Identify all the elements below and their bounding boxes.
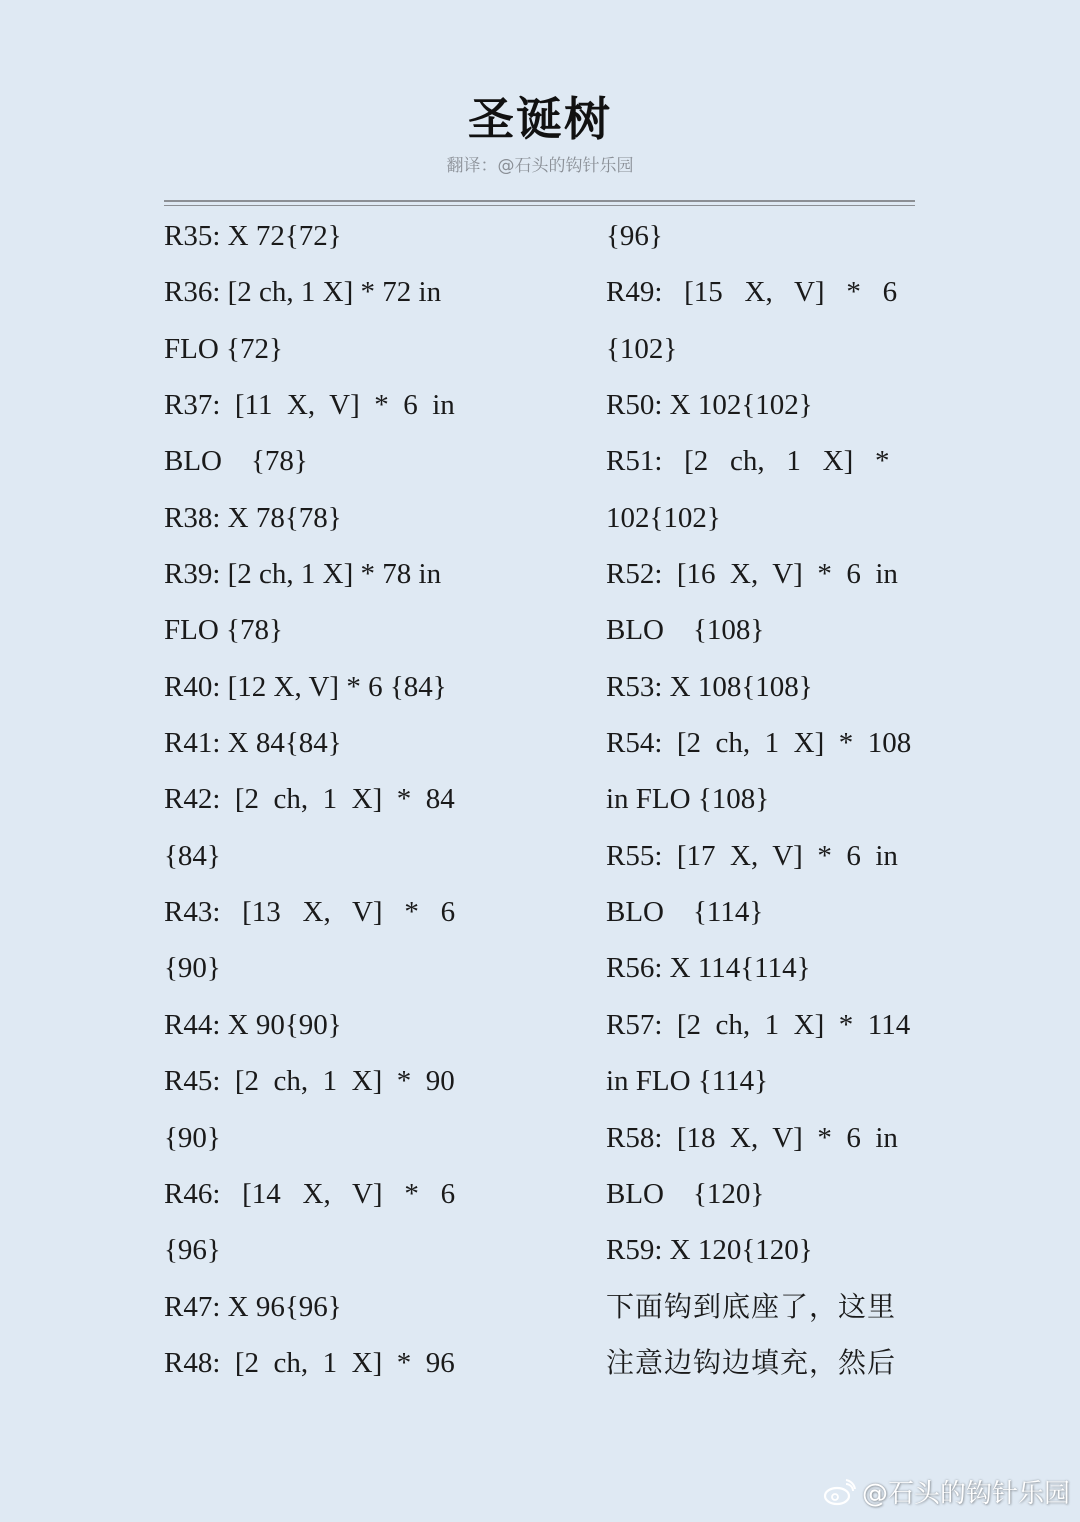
- header-divider-thick: [164, 200, 915, 202]
- left-column-line: R43: [13 X, V] * 6: [164, 896, 456, 929]
- left-column-line: FLO {78}: [164, 614, 283, 647]
- right-column-line: R59: X 120{120}: [606, 1234, 813, 1267]
- left-column-line: R36: [2 ch, 1 X] * 72 in: [164, 276, 442, 309]
- watermark: [822, 1473, 1070, 1510]
- left-column-line: R47: X 96{96}: [164, 1290, 342, 1323]
- right-column-line: 102{102}: [606, 501, 721, 534]
- right-column-line: 注意边钩边填充，然后: [606, 1345, 897, 1379]
- left-column-line: R38: X 78{78}: [164, 501, 342, 534]
- right-column-line: R54: [2 ch, 1 X] * 108: [606, 727, 912, 760]
- right-column-line: R58: [18 X, V] * 6 in: [606, 1121, 898, 1154]
- right-column-line: R50: X 102{102}: [606, 389, 813, 422]
- watermark-text: @石头的钩针乐园: [861, 1479, 1070, 1509]
- left-column-line: R44: X 90{90}: [164, 1008, 342, 1041]
- pattern-column-right: [606, 208, 916, 1391]
- header-divider-thin: [164, 205, 915, 206]
- right-column-line: R56: X 114{114}: [606, 952, 811, 985]
- right-column-line: BLO {120}: [606, 1177, 765, 1210]
- right-column-line: 下面钩到底座了，这里: [606, 1289, 897, 1323]
- right-column-line: R55: [17 X, V] * 6 in: [606, 839, 898, 872]
- translator-credit: 翻译：@石头的钩针乐园: [446, 156, 634, 176]
- right-column-line: R49: [15 X, V] * 6: [606, 276, 898, 309]
- left-column-line: {96}: [164, 1234, 221, 1267]
- left-column-line: R40: [12 X, V] * 6 {84}: [164, 670, 447, 703]
- right-column-line: BLO {114}: [606, 896, 764, 929]
- left-column-line: R39: [2 ch, 1 X] * 78 in: [164, 558, 442, 591]
- left-column-line: {90}: [164, 1121, 221, 1154]
- left-column-line: R41: X 84{84}: [164, 727, 342, 760]
- left-column-line: BLO {78}: [164, 445, 308, 478]
- page-title: 圣诞树: [468, 92, 612, 146]
- pattern-column-left: [164, 208, 474, 1391]
- left-column-line: R46: [14 X, V] * 6: [164, 1177, 456, 1210]
- right-column-line: BLO {108}: [606, 614, 765, 647]
- left-column-line: R48: [2 ch, 1 X] * 96: [164, 1346, 455, 1379]
- right-column-line: R57: [2 ch, 1 X] * 114: [606, 1008, 911, 1041]
- right-column-line: in FLO {114}: [606, 1065, 769, 1098]
- left-column-line: FLO {72}: [164, 332, 283, 365]
- left-column-line: R37: [11 X, V] * 6 in: [164, 389, 455, 422]
- right-column-line: R52: [16 X, V] * 6 in: [606, 558, 898, 591]
- right-column-line: {96}: [606, 220, 663, 252]
- right-column-line: R53: X 108{108}: [606, 670, 813, 703]
- left-column-line: R45: [2 ch, 1 X] * 90: [164, 1065, 455, 1098]
- right-column-line: R51: [2 ch, 1 X] *: [606, 445, 890, 478]
- right-column-line: in FLO {108}: [606, 783, 770, 816]
- right-column-line: {102}: [606, 332, 678, 365]
- left-column-line: R42: [2 ch, 1 X] * 84: [164, 783, 455, 816]
- weibo-icon: [822, 1478, 856, 1506]
- left-column-line: R35: X 72{72}: [164, 220, 342, 252]
- left-column-line: {90}: [164, 952, 221, 985]
- left-column-line: {84}: [164, 839, 221, 872]
